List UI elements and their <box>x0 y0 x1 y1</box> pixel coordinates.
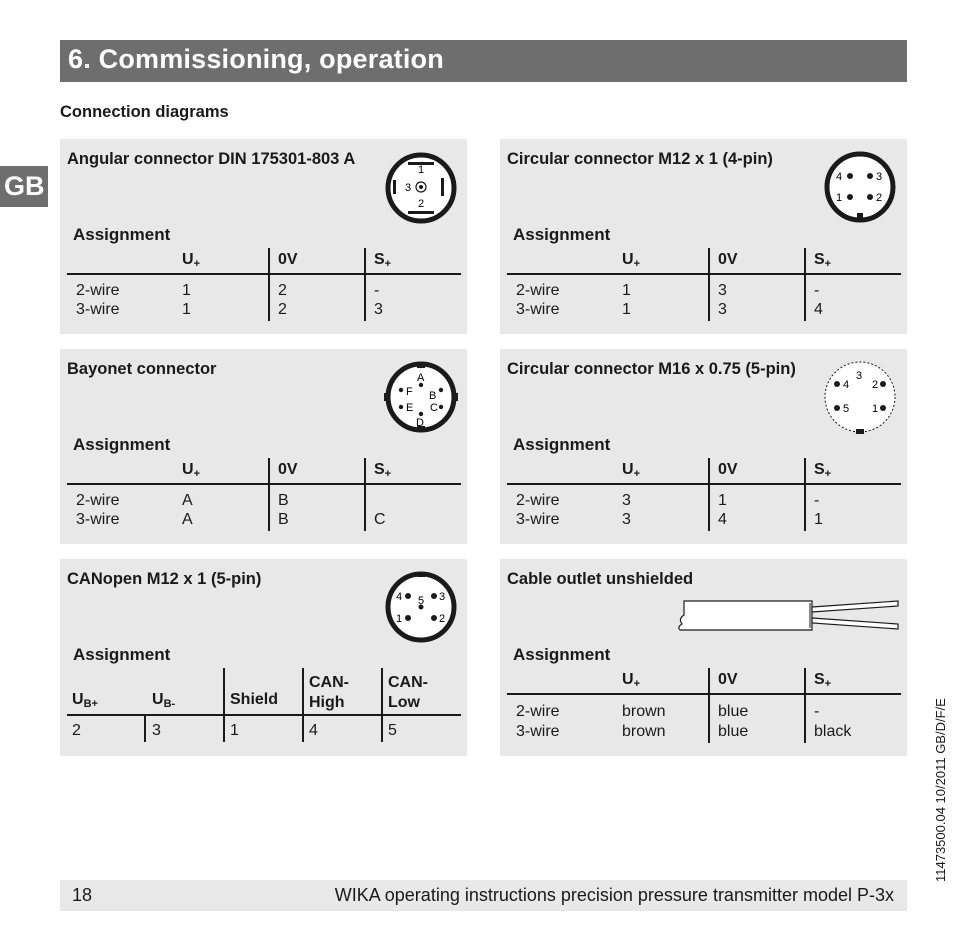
cell: - <box>374 282 380 299</box>
box-title: Angular connector DIN 175301-803 A <box>67 150 356 168</box>
box-title: Circular connector M12 x 1 (4-pin) <box>507 150 773 168</box>
svg-text:3: 3 <box>856 370 863 382</box>
assignment-label: Assignment <box>73 645 171 664</box>
cable-outlet-icon <box>676 597 901 637</box>
cell: 3 <box>622 492 631 509</box>
col-can-high: CAN- High <box>309 674 349 711</box>
header-rule <box>67 714 461 716</box>
cell: 1 <box>622 282 631 299</box>
svg-text:B: B <box>429 390 437 402</box>
cell: 1 <box>814 511 823 528</box>
row-label-3wire: 3-wire <box>76 301 120 318</box>
col-divider <box>804 668 806 743</box>
col-u-plus: $U_+$ <box>182 461 200 480</box>
header-rule <box>67 483 461 485</box>
svg-text:3: 3 <box>439 591 446 603</box>
cell: blue <box>718 703 749 720</box>
cell: blue <box>718 723 749 740</box>
svg-text:2: 2 <box>439 613 446 625</box>
cell: 5 <box>388 722 397 739</box>
m16-5pin-connector-icon <box>818 355 902 439</box>
header-rule <box>507 273 901 275</box>
assignment-label: Assignment <box>73 435 171 454</box>
cell: 4 <box>814 301 823 318</box>
box-title: CANopen M12 x 1 (5-pin) <box>67 570 262 588</box>
col-divider <box>364 458 366 531</box>
cell: A <box>182 492 193 509</box>
bayonet-connector-icon <box>381 359 461 439</box>
col-divider <box>302 668 304 742</box>
row-label-2wire: 2-wire <box>516 703 560 720</box>
row-label-2wire: 2-wire <box>516 282 560 299</box>
row-label-2wire: 2-wire <box>76 282 120 299</box>
col-ub-plus: $U_{B+}$ <box>72 691 98 710</box>
col-0v: 0V <box>278 461 298 478</box>
svg-text:3: 3 <box>405 182 412 194</box>
col-divider <box>708 248 710 321</box>
subtitle: Connection diagrams <box>60 103 229 121</box>
col-shield: Shield <box>230 691 279 708</box>
language-label: GB <box>4 171 45 201</box>
box-title: Bayonet connector <box>67 360 217 378</box>
col-u-plus: $U_+$ <box>622 671 640 690</box>
cell: 2 <box>278 282 287 299</box>
col-divider <box>708 668 710 743</box>
assignment-label: Assignment <box>513 225 611 244</box>
col-s-plus: $S_+$ <box>374 251 392 270</box>
col-0v: 0V <box>278 251 298 268</box>
svg-text:5: 5 <box>843 403 850 415</box>
svg-text:1: 1 <box>836 192 843 204</box>
header-rule <box>507 483 901 485</box>
col-divider <box>708 458 710 531</box>
col-divider <box>144 716 146 742</box>
footer <box>60 880 907 911</box>
cell: B <box>278 492 289 509</box>
svg-text:1: 1 <box>418 164 425 176</box>
m12-4pin-connector-icon <box>820 149 900 229</box>
cell: B <box>278 511 289 528</box>
row-label-2wire: 2-wire <box>516 492 560 509</box>
document-code: 11473500.04 10/2011 GB/D/F/E <box>933 698 948 882</box>
col-0v: 0V <box>718 461 738 478</box>
cell: brown <box>622 723 666 740</box>
col-s-plus: $S_+$ <box>814 461 832 480</box>
svg-text:5: 5 <box>418 595 425 607</box>
cell: 1 <box>622 301 631 318</box>
col-divider <box>804 458 806 531</box>
cell: 3 <box>718 301 727 318</box>
svg-text:C: C <box>430 402 438 414</box>
row-label-3wire: 3-wire <box>516 723 560 740</box>
assignment-label: Assignment <box>73 225 171 244</box>
row-label-3wire: 3-wire <box>76 511 120 528</box>
col-s-plus: $S_+$ <box>374 461 392 480</box>
assignment-label: Assignment <box>513 435 611 454</box>
col-can-low: CAN- Low <box>388 674 428 711</box>
col-divider <box>381 668 383 742</box>
svg-text:4: 4 <box>843 379 850 391</box>
col-divider <box>223 668 225 742</box>
svg-text:4: 4 <box>836 171 843 183</box>
svg-text:A: A <box>417 372 425 384</box>
col-divider <box>804 248 806 321</box>
svg-text:2: 2 <box>872 379 879 391</box>
cable-outlet-box <box>500 559 907 756</box>
col-0v: 0V <box>718 671 738 688</box>
col-s-plus: $S_+$ <box>814 671 832 690</box>
col-u-plus: $U_+$ <box>182 251 200 270</box>
cell: 3 <box>374 301 383 318</box>
canopen-connector-icon <box>381 569 461 649</box>
cell: - <box>814 282 820 299</box>
svg-text:1: 1 <box>396 613 403 625</box>
section-title: 6. Commissioning, operation <box>68 44 444 74</box>
cell: - <box>814 703 820 720</box>
cell: 3 <box>152 722 161 739</box>
col-u-plus: $U_+$ <box>622 461 640 480</box>
cell: 4 <box>718 511 727 528</box>
col-u-plus: $U_+$ <box>622 251 640 270</box>
header-rule <box>507 693 901 695</box>
row-label-3wire: 3-wire <box>516 301 560 318</box>
m16-5pin-box <box>500 349 907 544</box>
cell: 2 <box>278 301 287 318</box>
m12-4pin-box <box>500 139 907 334</box>
svg-text:F: F <box>406 386 413 398</box>
svg-text:2: 2 <box>876 192 883 204</box>
angular-connector-box <box>60 139 467 334</box>
svg-text:D: D <box>416 417 424 429</box>
cell: brown <box>622 703 666 720</box>
header-rule <box>67 273 461 275</box>
bayonet-connector-box <box>60 349 467 544</box>
cell: A <box>182 511 193 528</box>
row-label-3wire: 3-wire <box>516 511 560 528</box>
svg-text:3: 3 <box>876 171 883 183</box>
cell: 1 <box>182 301 191 318</box>
col-s-plus: $S_+$ <box>814 251 832 270</box>
col-divider <box>268 458 270 531</box>
assignment-label: Assignment <box>513 645 611 664</box>
cell: 1 <box>230 722 239 739</box>
cell: 3 <box>718 282 727 299</box>
cell: C <box>374 511 386 528</box>
language-tab <box>0 166 48 207</box>
page-number: 18 <box>72 885 93 905</box>
col-divider <box>268 248 270 321</box>
footer-text: WIKA operating instructions precision pressure transmitter model P-3x <box>334 885 894 905</box>
cell: 1 <box>718 492 727 509</box>
cell: 3 <box>622 511 631 528</box>
col-ub-minus: $U_{B-}$ <box>152 691 176 710</box>
svg-text:2: 2 <box>418 198 425 210</box>
row-label-2wire: 2-wire <box>76 492 120 509</box>
cell: - <box>814 492 820 509</box>
angular-connector-icon <box>381 151 461 231</box>
svg-text:4: 4 <box>396 591 403 603</box>
col-divider <box>364 248 366 321</box>
section-header <box>60 40 907 82</box>
svg-text:1: 1 <box>872 403 879 415</box>
cell: 2 <box>72 722 81 739</box>
box-title: Cable outlet unshielded <box>507 570 694 588</box>
canopen-box <box>60 559 467 756</box>
svg-text:E: E <box>406 402 414 414</box>
cell: black <box>814 723 852 740</box>
box-title: Circular connector M16 x 0.75 (5-pin) <box>507 360 796 378</box>
cell: 1 <box>182 282 191 299</box>
cell: 4 <box>309 722 318 739</box>
col-0v: 0V <box>718 251 738 268</box>
